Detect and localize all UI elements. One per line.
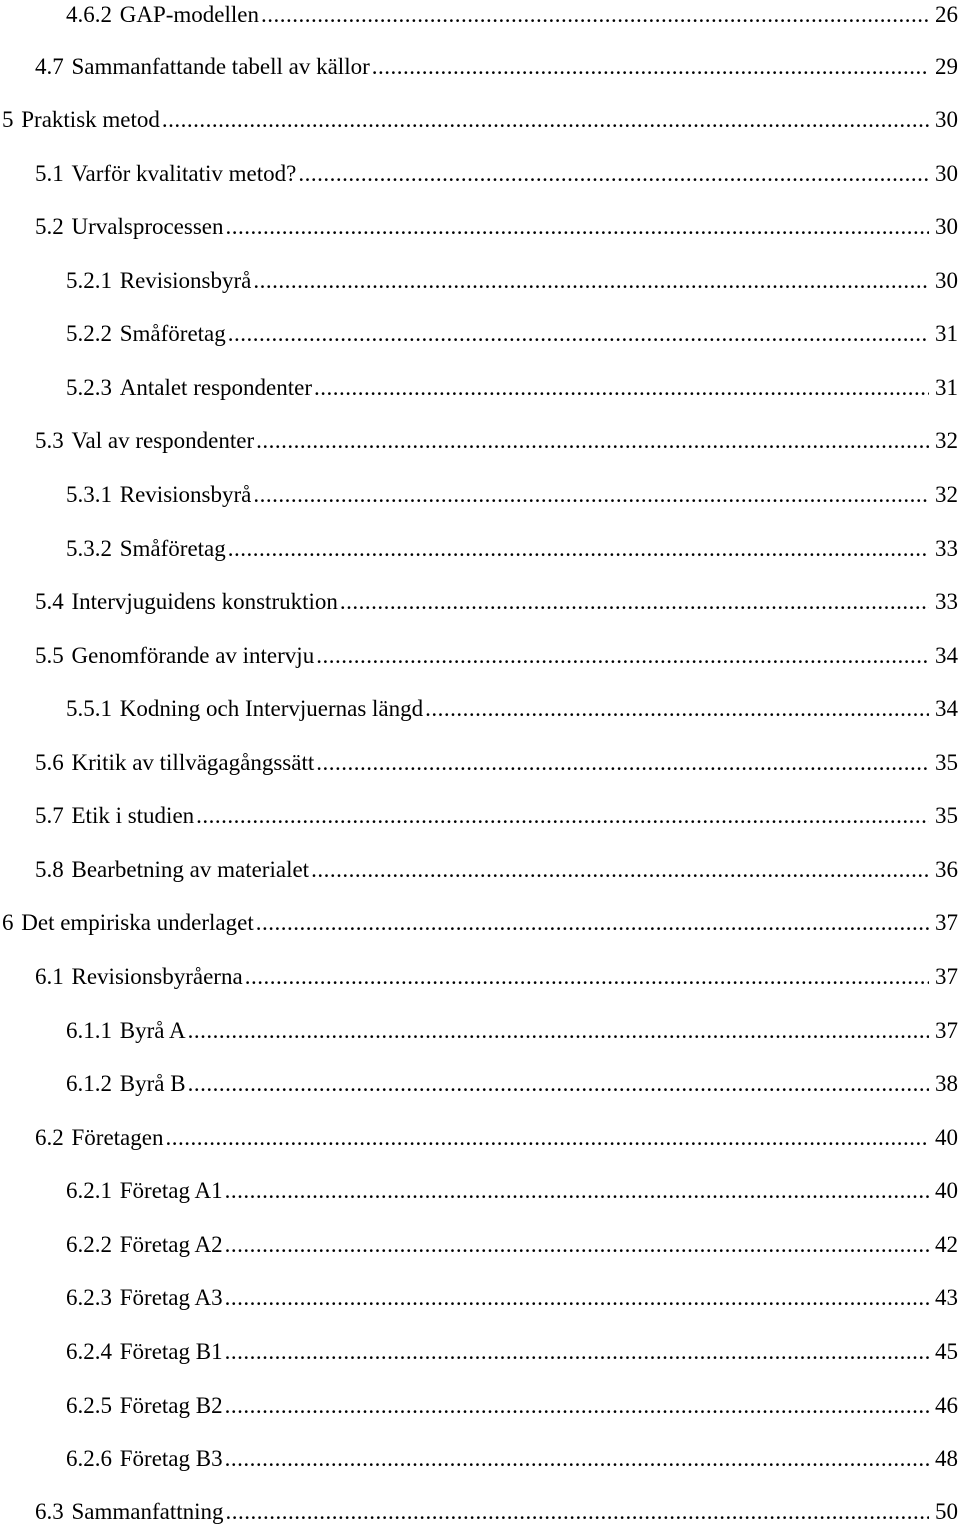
toc-entry[interactable] <box>0 1123 960 1153</box>
toc-entry[interactable] <box>0 426 960 456</box>
toc-entry[interactable] <box>0 641 960 671</box>
toc-leader-dots <box>226 212 929 242</box>
toc-leader-dots <box>225 1337 929 1367</box>
toc-entry[interactable] <box>0 694 960 724</box>
toc-leader-dots <box>245 962 929 992</box>
toc-leader-dots <box>340 587 929 617</box>
toc-entry[interactable] <box>0 319 960 349</box>
toc-entry-page: 37 <box>935 910 958 935</box>
toc-entry[interactable] <box>0 534 960 564</box>
toc-leader-dots <box>261 0 929 30</box>
toc-leader-dots <box>226 1497 929 1527</box>
toc-entry-page: 33 <box>935 589 958 614</box>
toc-entry-page: 36 <box>935 857 958 882</box>
toc-leader-dots <box>298 159 929 189</box>
toc-entry-title: Revisionsbyrå <box>119 268 252 293</box>
toc-entry-number: 5.2.1 <box>66 268 112 293</box>
toc-entry-number: 6.2.4 <box>66 1339 112 1364</box>
toc-entry-number: 5.3.1 <box>66 482 112 507</box>
toc-entry[interactable] <box>0 1176 960 1206</box>
toc-entry-title: Revisionsbyråerna <box>71 964 243 989</box>
toc-entry-page: 45 <box>935 1339 958 1364</box>
toc-entry-title: Sammanfattande tabell av källor <box>71 54 370 79</box>
toc-entry-page: 34 <box>935 696 958 721</box>
toc-leader-dots <box>188 1016 929 1046</box>
toc-entry-number: 5 <box>2 107 14 132</box>
toc-entry-page: 26 <box>935 2 958 27</box>
toc-entry[interactable] <box>0 801 960 831</box>
toc-entry[interactable] <box>0 748 960 778</box>
toc-entry-number: 6.2.5 <box>66 1393 112 1418</box>
toc-entry-page: 43 <box>935 1285 958 1310</box>
toc-entry[interactable] <box>0 855 960 885</box>
toc-entry-number: 5.6 <box>35 750 64 775</box>
toc-entry-number: 6.3 <box>35 1499 64 1524</box>
toc-entry[interactable] <box>0 1283 960 1313</box>
toc-entry-title: Praktisk metod <box>21 107 160 132</box>
toc-entry-number: 6.2.2 <box>66 1232 112 1257</box>
toc-entry-number: 6.2.6 <box>66 1446 112 1471</box>
toc-entry-title: Företag B1 <box>119 1339 223 1364</box>
toc-entry-page: 42 <box>935 1232 958 1257</box>
toc-entry-title: Antalet respondenter <box>119 375 312 400</box>
toc-entry-number: 4.7 <box>35 54 64 79</box>
toc-entry-title: Genomförande av intervju <box>71 643 315 668</box>
toc-entry-number: 5.1 <box>35 161 64 186</box>
toc-leader-dots <box>228 319 929 349</box>
toc-entry-page: 30 <box>935 268 958 293</box>
toc-entry-title: Företag A2 <box>119 1232 223 1257</box>
toc-leader-dots <box>316 748 929 778</box>
toc-entry-page: 32 <box>935 428 958 453</box>
toc-leader-dots <box>225 1283 929 1313</box>
toc-entry-number: 6.1.2 <box>66 1071 112 1096</box>
toc-entry[interactable] <box>0 1016 960 1046</box>
toc-entry-page: 48 <box>935 1446 958 1471</box>
toc-entry-page: 35 <box>935 803 958 828</box>
toc-entry-number: 6.2.3 <box>66 1285 112 1310</box>
toc-entry-page: 31 <box>935 375 958 400</box>
toc-entry-page: 50 <box>935 1499 958 1524</box>
toc-entry-title: Företagen <box>71 1125 164 1150</box>
toc-entry[interactable] <box>0 373 960 403</box>
toc-entry-title: Byrå A <box>119 1018 186 1043</box>
toc-leader-dots <box>253 266 929 296</box>
toc-leader-dots <box>316 641 929 671</box>
toc-entry-title: Det empiriska underlaget <box>21 910 254 935</box>
toc-entry-page: 30 <box>935 161 958 186</box>
toc-entry-number: 6.2.1 <box>66 1178 112 1203</box>
toc-leader-dots <box>311 855 929 885</box>
toc-leader-dots <box>162 105 929 135</box>
toc-entry-title: Företag A1 <box>119 1178 223 1203</box>
toc-entry[interactable] <box>0 105 960 135</box>
toc-entry[interactable] <box>0 908 960 938</box>
toc-leader-dots <box>228 534 929 564</box>
toc-entry-title: Varför kvalitativ metod? <box>71 161 297 186</box>
toc-entry-number: 5.2.3 <box>66 375 112 400</box>
toc-entry-page: 38 <box>935 1071 958 1096</box>
toc-leader-dots <box>425 694 929 724</box>
toc-entry-title: Bearbetning av materialet <box>71 857 310 882</box>
toc-entry-number: 5.2 <box>35 214 64 239</box>
toc-leader-dots <box>188 1069 929 1099</box>
toc-entry-page: 31 <box>935 321 958 346</box>
toc-entry-page: 30 <box>935 107 958 132</box>
toc-entry-number: 6 <box>2 910 14 935</box>
toc-entry-page: 35 <box>935 750 958 775</box>
toc-entry[interactable] <box>0 52 960 82</box>
toc-entry-title: Företag B2 <box>119 1393 223 1418</box>
toc-entry-title: Småföretag <box>119 321 226 346</box>
toc-entry-page: 40 <box>935 1125 958 1150</box>
toc-leader-dots <box>256 908 929 938</box>
toc-entry-page: 32 <box>935 482 958 507</box>
toc-entry[interactable] <box>0 1391 960 1421</box>
toc-entry-title: Val av respondenter <box>71 428 255 453</box>
toc-entry-title: Företag B3 <box>119 1446 223 1471</box>
toc-entry-title: Kodning och Intervjuernas längd <box>119 696 424 721</box>
toc-leader-dots <box>225 1444 929 1474</box>
toc-entry-number: 5.3 <box>35 428 64 453</box>
toc-leader-dots <box>256 426 929 456</box>
toc-leader-dots <box>372 52 929 82</box>
toc-entry-page: 46 <box>935 1393 958 1418</box>
toc-entry-page: 37 <box>935 1018 958 1043</box>
toc-entry-number: 4.6.2 <box>66 2 112 27</box>
toc-entry[interactable] <box>0 212 960 242</box>
toc-entry-title: GAP-modellen <box>119 2 260 27</box>
toc-entry-page: 40 <box>935 1178 958 1203</box>
toc-entry[interactable] <box>0 1337 960 1367</box>
toc-leader-dots <box>225 1176 929 1206</box>
toc-entry-title: Småföretag <box>119 536 226 561</box>
toc-leader-dots <box>225 1230 929 1260</box>
toc-entry-number: 6.2 <box>35 1125 64 1150</box>
toc-entry-title: Intervjuguidens konstruktion <box>71 589 338 614</box>
toc-entry[interactable] <box>0 1230 960 1260</box>
toc-entry-number: 6.1 <box>35 964 64 989</box>
toc-entry-title: Urvalsprocessen <box>71 214 224 239</box>
toc-entry-number: 5.3.2 <box>66 536 112 561</box>
toc-entry[interactable] <box>0 587 960 617</box>
toc-entry[interactable] <box>0 266 960 296</box>
toc-entry[interactable] <box>0 1497 960 1527</box>
toc-entry-title: Etik i studien <box>71 803 195 828</box>
toc-entry-page: 30 <box>935 214 958 239</box>
toc-entry-number: 5.8 <box>35 857 64 882</box>
toc-entry-title: Revisionsbyrå <box>119 482 252 507</box>
toc-entry-number: 5.7 <box>35 803 64 828</box>
toc-leader-dots <box>165 1123 929 1153</box>
toc-entry-title: Kritik av tillvägagångssätt <box>71 750 315 775</box>
toc-leader-dots <box>196 801 929 831</box>
toc-entry-page: 29 <box>935 54 958 79</box>
toc-entry-number: 5.5.1 <box>66 696 112 721</box>
toc-entry-title: Sammanfattning <box>71 1499 224 1524</box>
toc-entry-number: 5.4 <box>35 589 64 614</box>
toc-entry-number: 5.2.2 <box>66 321 112 346</box>
toc-entry[interactable] <box>0 0 960 30</box>
toc-entry[interactable] <box>0 1069 960 1099</box>
toc-entry[interactable] <box>0 962 960 992</box>
toc-entry[interactable] <box>0 159 960 189</box>
toc-entry-page: 37 <box>935 964 958 989</box>
toc-entry-title: Företag A3 <box>119 1285 223 1310</box>
toc-entry-number: 6.1.1 <box>66 1018 112 1043</box>
toc-entry-page: 33 <box>935 536 958 561</box>
toc-leader-dots <box>314 373 929 403</box>
toc-entry-page: 34 <box>935 643 958 668</box>
toc-entry-title: Byrå B <box>119 1071 186 1096</box>
toc-leader-dots <box>225 1391 929 1421</box>
toc-entry-number: 5.5 <box>35 643 64 668</box>
toc-entry[interactable] <box>0 480 960 510</box>
toc-entry[interactable] <box>0 1444 960 1474</box>
toc-leader-dots <box>253 480 929 510</box>
